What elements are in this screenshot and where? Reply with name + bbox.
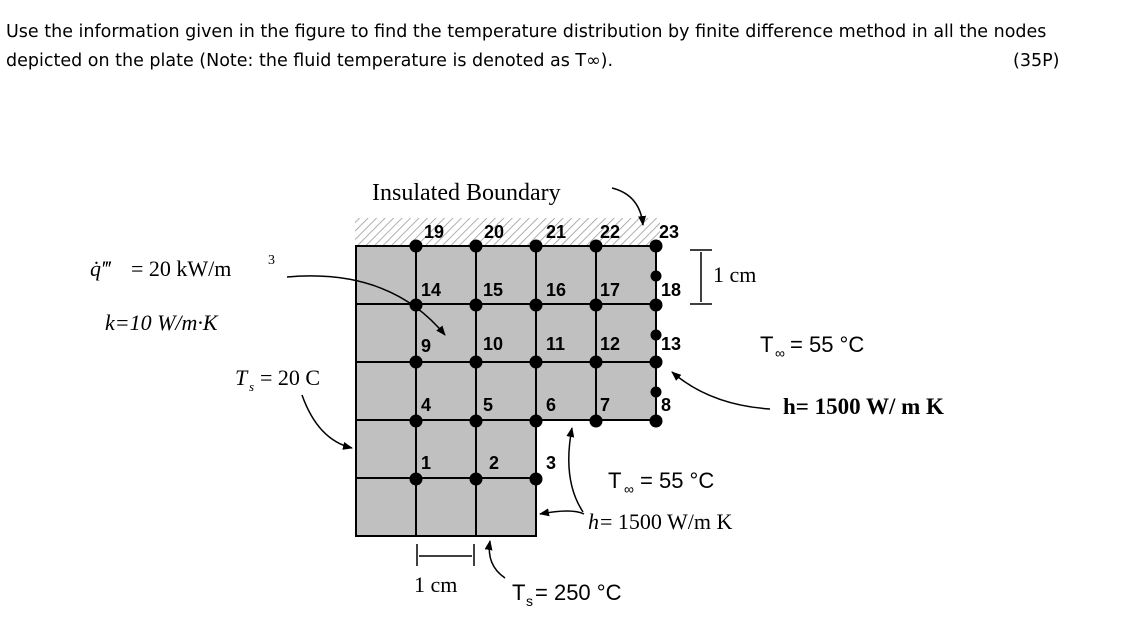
node-dot <box>530 240 543 253</box>
convection-right-arrow <box>672 372 770 409</box>
h-right-label: h= 1500 W/ m K <box>783 394 944 419</box>
node-label: 20 <box>484 222 505 242</box>
node-label: 7 <box>600 395 611 415</box>
ts-bottom-arrow <box>489 541 505 578</box>
node-dot <box>651 330 662 341</box>
dimension-right-label: 1 cm <box>713 262 757 287</box>
svg-text:T: T <box>760 332 774 357</box>
node-dot <box>530 356 543 369</box>
node-label: 18 <box>661 280 682 300</box>
node-dot <box>650 299 663 312</box>
node-label: 6 <box>546 395 557 415</box>
node-dot <box>470 240 483 253</box>
node-dot <box>530 473 543 486</box>
node-label: 1 <box>421 453 432 473</box>
svg-text:T: T <box>235 365 248 390</box>
svg-text:= 20 kW/m: = 20 kW/m <box>131 256 232 281</box>
node-dot <box>410 356 423 369</box>
node-dot <box>590 299 603 312</box>
svg-text:T: T <box>512 580 526 605</box>
node-label: 9 <box>421 336 432 356</box>
node-dot <box>470 473 483 486</box>
node-dot <box>410 473 423 486</box>
svg-text:∞: ∞ <box>775 345 785 361</box>
node-dot <box>530 299 543 312</box>
dimension-bottom-label: 1 cm <box>414 572 458 597</box>
svg-text:= 20 C: = 20 C <box>260 365 321 390</box>
node-label: 21 <box>546 222 567 242</box>
svg-text:T: T <box>608 468 622 493</box>
node-dot <box>650 415 663 428</box>
h-bottom-label <box>588 509 732 534</box>
svg-text:q̇‴: q̇‴ <box>90 256 111 281</box>
node-label: 19 <box>424 222 445 242</box>
svg-text:3: 3 <box>268 253 275 268</box>
convection-bottom-arrow-up <box>569 428 583 512</box>
svg-text:= 1500 W/m K: = 1500 W/m K <box>600 509 733 534</box>
node-label: 4 <box>421 395 432 415</box>
ts-left-arrow <box>302 395 352 448</box>
node-label: 12 <box>600 334 621 354</box>
svg-text:h: h <box>588 509 599 534</box>
node-dot <box>530 415 543 428</box>
svg-text:∞: ∞ <box>624 481 634 497</box>
ts-bottom-label <box>512 580 622 609</box>
dimension-bottom <box>417 544 474 566</box>
convection-bottom-arrow-left <box>540 511 584 514</box>
node-dot <box>410 240 423 253</box>
ts-left-label <box>235 365 320 394</box>
question-text-line-2: depicted on the plate (Note: the fluid temperature is denoted as T∞). <box>6 51 614 71</box>
insulated-boundary-label: Insulated Boundary <box>372 180 561 206</box>
svg-text:s: s <box>526 593 533 609</box>
node-label: 11 <box>546 334 566 354</box>
node-label: 3 <box>546 453 557 473</box>
node-label: 5 <box>483 395 494 415</box>
svg-text:= 250 °C: = 250 °C <box>535 580 622 605</box>
node-label: 16 <box>546 280 567 300</box>
node-dot <box>590 415 603 428</box>
node-dot <box>470 356 483 369</box>
tinf-right-label <box>760 332 864 361</box>
node-dot <box>410 415 423 428</box>
svg-text:s: s <box>249 379 255 394</box>
dimension-right <box>690 250 712 304</box>
node-label: 13 <box>661 334 682 354</box>
tinf-bottom-label <box>608 468 714 497</box>
node-label: 2 <box>489 453 500 473</box>
svg-text:= 55 °C: = 55 °C <box>640 468 715 493</box>
node-dot <box>590 356 603 369</box>
node-label: 17 <box>600 280 621 300</box>
node-label: 22 <box>600 222 621 242</box>
node-dot <box>470 415 483 428</box>
node-label: 14 <box>421 280 442 300</box>
node-dot <box>470 299 483 312</box>
node-dot <box>651 271 662 282</box>
node-label: 23 <box>659 222 680 242</box>
node-label: 10 <box>483 334 504 354</box>
node-dot <box>650 356 663 369</box>
q-generation-label <box>90 253 275 281</box>
conductivity-label: k=10 W/m·K <box>105 310 218 335</box>
node-label: 15 <box>483 280 504 300</box>
node-label: 8 <box>661 395 672 415</box>
points-label: (35P) <box>1013 51 1060 71</box>
question-text-line-1: Use the information given in the figure to find the temperature distribution by finite difference method in all the nodes <box>6 22 1047 42</box>
node-dot <box>651 387 662 398</box>
svg-text:= 55 °C: = 55 °C <box>790 332 865 357</box>
